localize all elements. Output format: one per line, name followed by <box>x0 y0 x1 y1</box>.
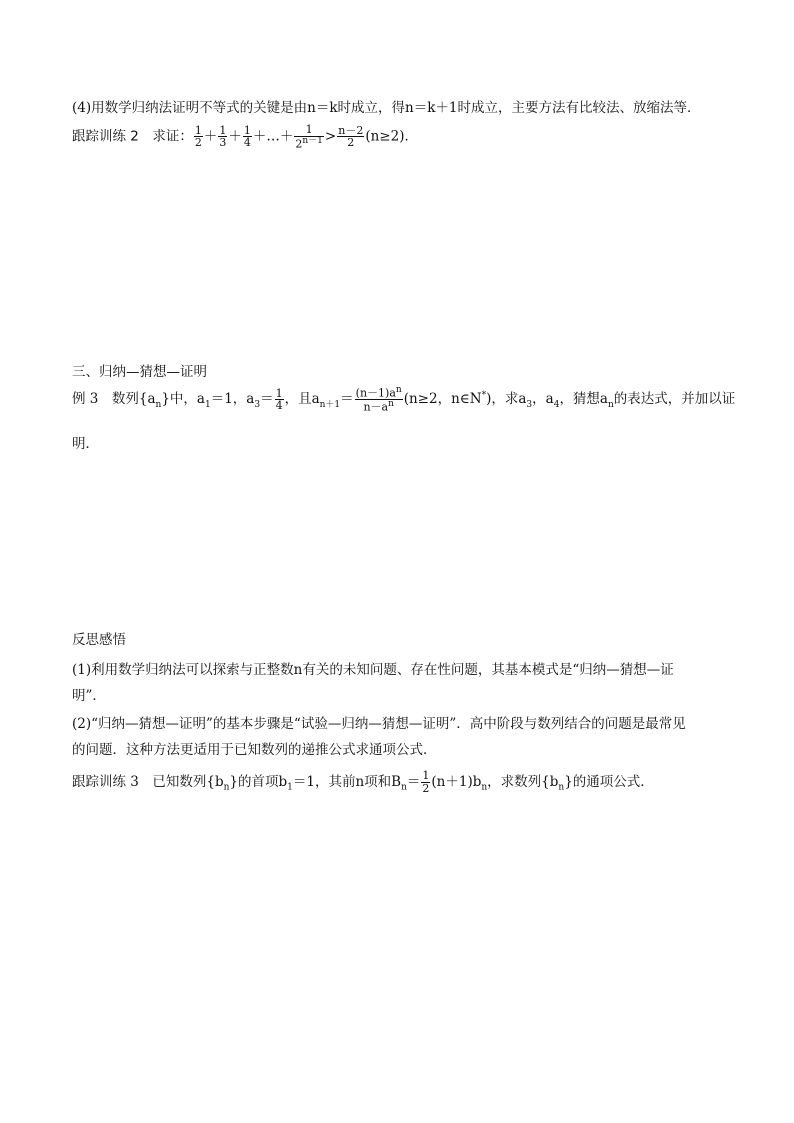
fraction-1-4: $\frac{1}{4}$ <box>275 386 283 413</box>
fraction-1-2: $\frac{1}{2}$ <box>422 769 430 795</box>
fraction-1-4: $\frac{1}{4}$ <box>243 123 251 150</box>
fraction-1-2: $\frac{1}{2}$ <box>194 123 202 150</box>
method-note-4: (4)用数学归纳法证明不等式的关键是由n＝k时成立，得n＝k＋1时成立，主要方法有比较法、放缩法等． <box>72 100 701 116</box>
fraction-1-over-2-pow: $\frac{1}{2^{n-1}}$ <box>295 123 323 151</box>
reflection-point-2: (2)“归纳—猜想—证明”的基本步骤是“试验—归纳—猜想—证明”．高中阶段与数列结合的问题是最常见 <box>72 716 686 732</box>
reflection-point-1: (1)利用数学归纳法可以探索与正整数n有关的未知问题、存在性问题，其基本模式是“归纳—猜想—证 <box>72 662 674 678</box>
training-2-label: 跟踪训练 2 求证： <box>72 128 193 145</box>
fraction-1-3: $\frac{1}{3}$ <box>219 123 227 150</box>
example-3-line-2: 明． <box>72 436 99 452</box>
recurrence-fraction: $\frac{(n-1)a^n}{n-a^n}$ <box>355 385 402 414</box>
reflection-title: 反思感悟 <box>72 632 126 648</box>
reflection-point-1-cont: 明”． <box>72 688 106 704</box>
fraction-n-minus-2-over-2: $\frac{n-2}{2}$ <box>338 123 364 150</box>
training-exercise-2: 跟踪训练 2 求证： $\frac{1}{2}$ ＋ $\frac{1}{3}$ ＋ $\frac{1}{4}$ ＋…＋ $\frac{1}{2^{n-1}}$ > $\frac{n-2}{2}$ (n≥2)． <box>72 123 418 151</box>
reflection-point-2-cont: 的问题．这种方法更适用于已知数列的递推公式求通项公式． <box>72 742 437 758</box>
section-title-3: 三、归纳—猜想—证明 <box>72 364 207 380</box>
example-3-line-1: 例 3 数列$\{a_n\}$中，$a_1=1$，$a_3=$ $\frac{1}{4}$ ，且$a_{n+1}=$ $\frac{(n-1)a^n}{n-a^n}$ (n≥2，n∈N*)，求$a_3$，$a_4$，猜想$a_n$的表达式，并加以证 <box>72 385 736 414</box>
training-exercise-3: 跟踪训练 3 已知数列$\{b_n\}$的首项$b_1=1$，其前n项和$B_n=$ $\frac{1}{2}$ $(n+1)b_n$，求数列$\{b_n\}$的通项公式． <box>72 769 654 795</box>
